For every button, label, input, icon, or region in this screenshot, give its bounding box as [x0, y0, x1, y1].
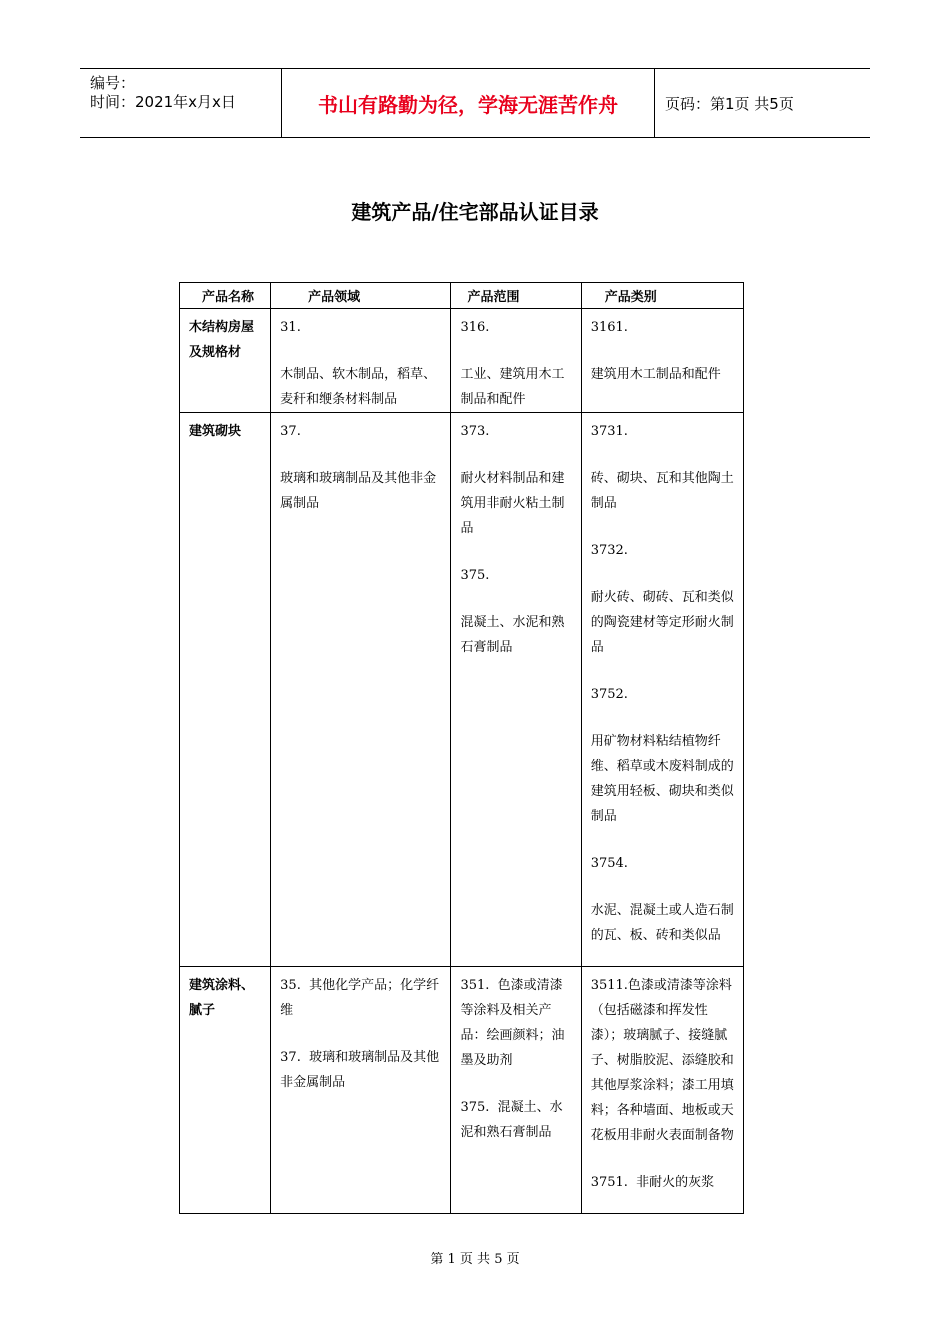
product-field-cell [271, 309, 451, 413]
product-scope-cell [451, 967, 581, 1214]
scope-text: 混凝土、水泥和熟石膏制品 [460, 615, 565, 655]
table-row [180, 309, 744, 413]
scope-code: 316. [460, 320, 490, 335]
page-footer: 第 1 页 共 5 页 [430, 1252, 520, 1267]
page-title: 建筑产品/住宅部品认证目录 [351, 200, 599, 224]
product-category-cell [581, 967, 743, 1214]
product-name: 建筑涂料、腻子 [189, 978, 255, 1018]
scope-code: 375. [460, 568, 490, 583]
category-code: 3161. [590, 320, 628, 335]
product-name-cell [180, 413, 271, 967]
product-category-cell [581, 309, 743, 413]
category-text: 水泥、混凝土或人造石制的瓦、板、砖和类似品 [590, 903, 734, 943]
field-code: 31. [280, 320, 301, 335]
table-header-row [180, 283, 744, 309]
category-text: 耐火砖、砌砖、瓦和类似的陶瓷建材等定形耐火制品 [590, 590, 734, 655]
field-text: 玻璃和玻璃制品及其他非金属制品 [280, 471, 437, 511]
product-name: 建筑砌块 [189, 424, 242, 439]
scope-text: 375. 混凝土、水泥和熟石膏制品 [460, 1100, 563, 1140]
document-header [80, 68, 870, 138]
category-code: 3732. [590, 543, 628, 558]
column-header-field: 产品领域 [271, 283, 451, 309]
category-code: 3754. [590, 856, 628, 871]
scope-text: 工业、建筑用木工制品和配件 [460, 367, 565, 407]
scope-text: 耐火材料制品和建筑用非耐火粘土制品 [460, 471, 565, 536]
column-header-category: 产品类别 [581, 283, 743, 309]
column-header-name: 产品名称 [180, 283, 271, 309]
product-scope-cell [451, 309, 581, 413]
category-code: 3752. [590, 687, 628, 702]
table-row [180, 413, 744, 967]
number-label: 编号： [90, 74, 136, 92]
category-code: 3731. [590, 424, 628, 439]
product-name-cell [180, 309, 271, 413]
category-text: 3511.色漆或清漆等涂料（包括磁漆和挥发性漆）；玻璃腻子、接缝腻子、树脂胶泥、添缝胶和其他厚浆涂料；漆工用填料；各种墙面、地板或天花板用非耐火表面制备物 [590, 978, 734, 1143]
catalog-table [179, 282, 744, 1214]
table-row [180, 967, 744, 1214]
category-text: 3751. 非耐火的灰浆 [590, 1175, 715, 1190]
field-text: 37. 玻璃和玻璃制品及其他非金属制品 [280, 1050, 440, 1090]
header-divider [654, 69, 655, 137]
product-field-cell [271, 413, 451, 967]
scope-code: 373. [460, 424, 490, 439]
category-text: 用矿物材料粘结植物纤维、稻草或木废料制成的建筑用轻板、砌块和类似制品 [590, 734, 734, 824]
product-scope-cell [451, 413, 581, 967]
column-header-scope: 产品范围 [451, 283, 581, 309]
field-text: 35. 其他化学产品；化学纤维 [280, 978, 440, 1018]
category-text: 建筑用木工制品和配件 [590, 367, 721, 382]
scope-text: 351. 色漆或清漆等涂料及相关产品：绘画颜料；油墨及助剂 [460, 978, 565, 1068]
header-meta [80, 69, 280, 137]
category-text: 砖、砌块、瓦和其他陶土制品 [590, 471, 734, 511]
product-name: 木结构房屋及规格材 [189, 320, 255, 360]
product-name-cell [180, 967, 271, 1214]
header-page-info: 页码：第1页 共5页 [665, 95, 794, 113]
product-field-cell [271, 967, 451, 1214]
product-category-cell [581, 413, 743, 967]
field-text: 木制品、软木制品，稻草、麦秆和缏条材料制品 [280, 367, 437, 407]
field-code: 37. [280, 424, 301, 439]
header-motto: 书山有路勤为径，学海无涯苦作舟 [318, 92, 618, 117]
time-label: 时间：2021年x月x日 [90, 93, 236, 111]
